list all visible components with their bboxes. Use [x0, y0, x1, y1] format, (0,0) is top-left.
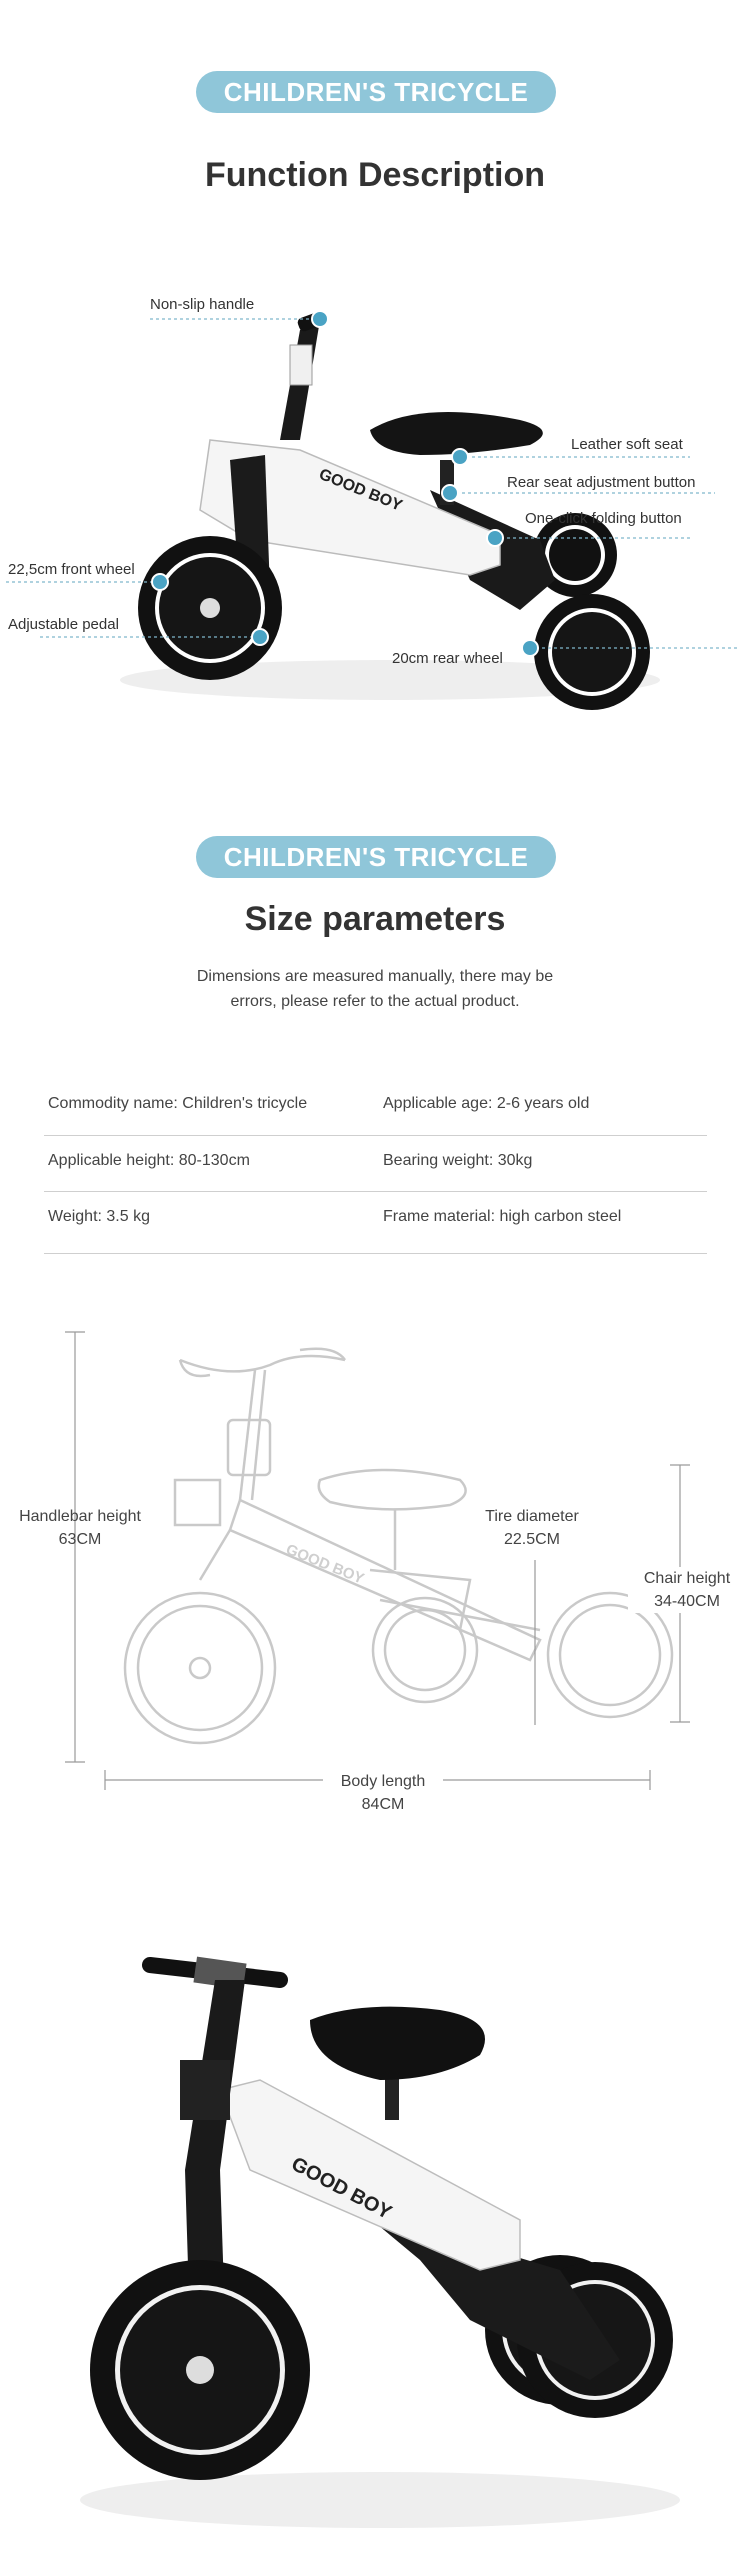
size-note-line1: Dimensions are measured manually, there may be — [196, 968, 554, 985]
spec-cell: Applicable age: 2-6 years old — [383, 1095, 590, 1112]
spec-divider — [44, 1191, 707, 1192]
tricycle-product-photo — [0, 1940, 750, 2560]
spec-divider — [44, 1135, 707, 1136]
section-title: Function Description — [205, 156, 545, 194]
dim-tire-label: Tire diameter — [485, 1508, 579, 1525]
brand-logo-text: GOOD BOY — [316, 465, 405, 515]
callout-folding-button: One-click folding button — [525, 510, 682, 527]
dim-handlebar — [6, 1505, 154, 1551]
spec-cell: Commodity name: Children's tricycle — [48, 1095, 308, 1112]
callout-nonslip-handle: Non-slip handle — [150, 296, 255, 313]
spec-cell: Frame material: high carbon steel — [383, 1208, 622, 1225]
dim-handlebar-label: Handlebar height — [19, 1508, 141, 1525]
section-title: Size parameters — [244, 900, 506, 938]
section-badge: CHILDREN'S TRICYCLE — [196, 71, 556, 113]
dim-handlebar-value: 63CM — [58, 1531, 102, 1548]
callout-rear-seat-button: Rear seat adjustment button — [507, 474, 696, 491]
dim-body — [323, 1770, 443, 1816]
dim-chair-value: 34-40CM — [654, 1593, 720, 1610]
dim-chair-label: Chair height — [643, 1570, 731, 1587]
spec-divider — [44, 1253, 707, 1254]
spec-cell: Weight: 3.5 kg — [48, 1208, 150, 1225]
size-note-line2: errors, please refer to the actual product. — [230, 993, 520, 1010]
brand-logo-text-faded: GOOD BOY — [283, 1540, 367, 1588]
dim-tire — [462, 1505, 602, 1551]
callout-front-wheel: 22,5cm front wheel — [8, 561, 135, 578]
dim-body-value: 84CM — [361, 1796, 405, 1813]
spec-cell: Applicable height: 80-130cm — [48, 1152, 250, 1169]
brand-logo-text-photo: GOOD BOY — [287, 2152, 396, 2225]
spec-cell: Bearing weight: 30kg — [383, 1152, 533, 1169]
dim-body-label: Body length — [340, 1773, 426, 1790]
callout-leather-seat: Leather soft seat — [571, 436, 683, 453]
section-badge: CHILDREN'S TRICYCLE — [196, 836, 556, 878]
dim-tire-value: 22.5CM — [503, 1531, 561, 1548]
dim-chair — [628, 1567, 746, 1613]
callout-adjustable-pedal: Adjustable pedal — [8, 616, 119, 633]
callout-rear-wheel: 20cm rear wheel — [392, 650, 503, 667]
